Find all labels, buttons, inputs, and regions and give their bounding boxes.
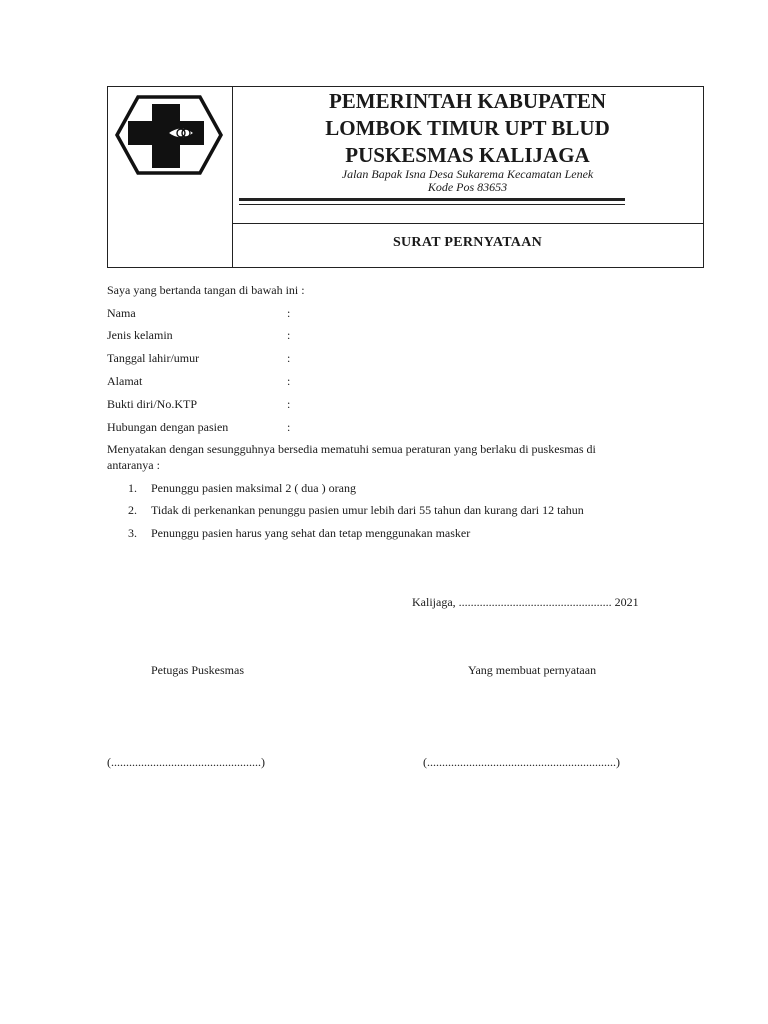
field-colon: :	[287, 306, 291, 320]
institution-name-line: PUSKESMAS KALIJAGA	[345, 143, 590, 167]
postal-code-line: Kode Pos 83653	[427, 180, 508, 194]
title-divider	[232, 223, 703, 224]
field-colon: :	[287, 397, 291, 411]
rule-number: 1.	[128, 481, 137, 495]
rule-number: 2.	[128, 503, 137, 517]
field-label-bukti-diri: Bukti diri/No.KTP	[107, 397, 198, 411]
place-date-line: Kalijaga, ................................................... 2021	[412, 595, 639, 609]
field-label-nama: Nama	[107, 306, 136, 320]
field-colon: :	[287, 374, 291, 388]
signature-blank-declarant: (...............................................................)	[423, 755, 620, 769]
signature-blank-officer: (..................................................)	[107, 755, 265, 769]
rule-text: Penunggu pasien maksimal 2 ( dua ) orang	[151, 481, 356, 495]
statement-text: antaranya :	[107, 458, 160, 472]
logo-cell	[108, 87, 233, 267]
institution-name-line: PEMERINTAH KABUPATEN	[328, 89, 607, 113]
institution-name-line: LOMBOK TIMUR UPT BLUD	[325, 116, 610, 140]
institution-name	[232, 87, 703, 169]
signature-label-officer: Petugas Puskesmas	[151, 663, 244, 677]
rule-number: 3.	[128, 526, 137, 540]
field-label-tanggal-lahir: Tanggal lahir/umur	[107, 351, 200, 365]
document-title: SURAT PERNYATAAN	[392, 235, 543, 250]
statement-text: Menyatakan dengan sesungguhnya bersedia mematuhi semua peraturan yang berlaku di puskesmas di	[107, 442, 596, 456]
letterhead	[107, 86, 704, 268]
field-label-alamat: Alamat	[107, 374, 143, 388]
intro-text: Saya yang bertanda tangan di bawah ini :	[107, 283, 305, 297]
header-rule-thin	[239, 204, 625, 205]
field-colon: :	[287, 328, 291, 342]
rule-text: Tidak di perkenankan penunggu pasien umur lebih dari 55 tahun dan kurang dari 12 tahun	[151, 503, 584, 517]
puskesmas-cross-logo-icon	[114, 94, 224, 176]
address-line: Jalan Bapak Isna Desa Sukarema Kecamatan Lenek	[341, 167, 594, 181]
institution-address	[232, 168, 703, 194]
rule-text: Penunggu pasien harus yang sehat dan tetap menggunakan masker	[151, 526, 471, 540]
field-colon: :	[287, 420, 291, 434]
field-label-jenis-kelamin: Jenis kelamin	[107, 328, 173, 342]
field-colon: :	[287, 351, 291, 365]
field-label-hubungan: Hubungan dengan pasien	[107, 420, 229, 434]
signature-label-declarant: Yang membuat pernyataan	[468, 663, 597, 677]
header-rule-thick	[239, 198, 625, 201]
